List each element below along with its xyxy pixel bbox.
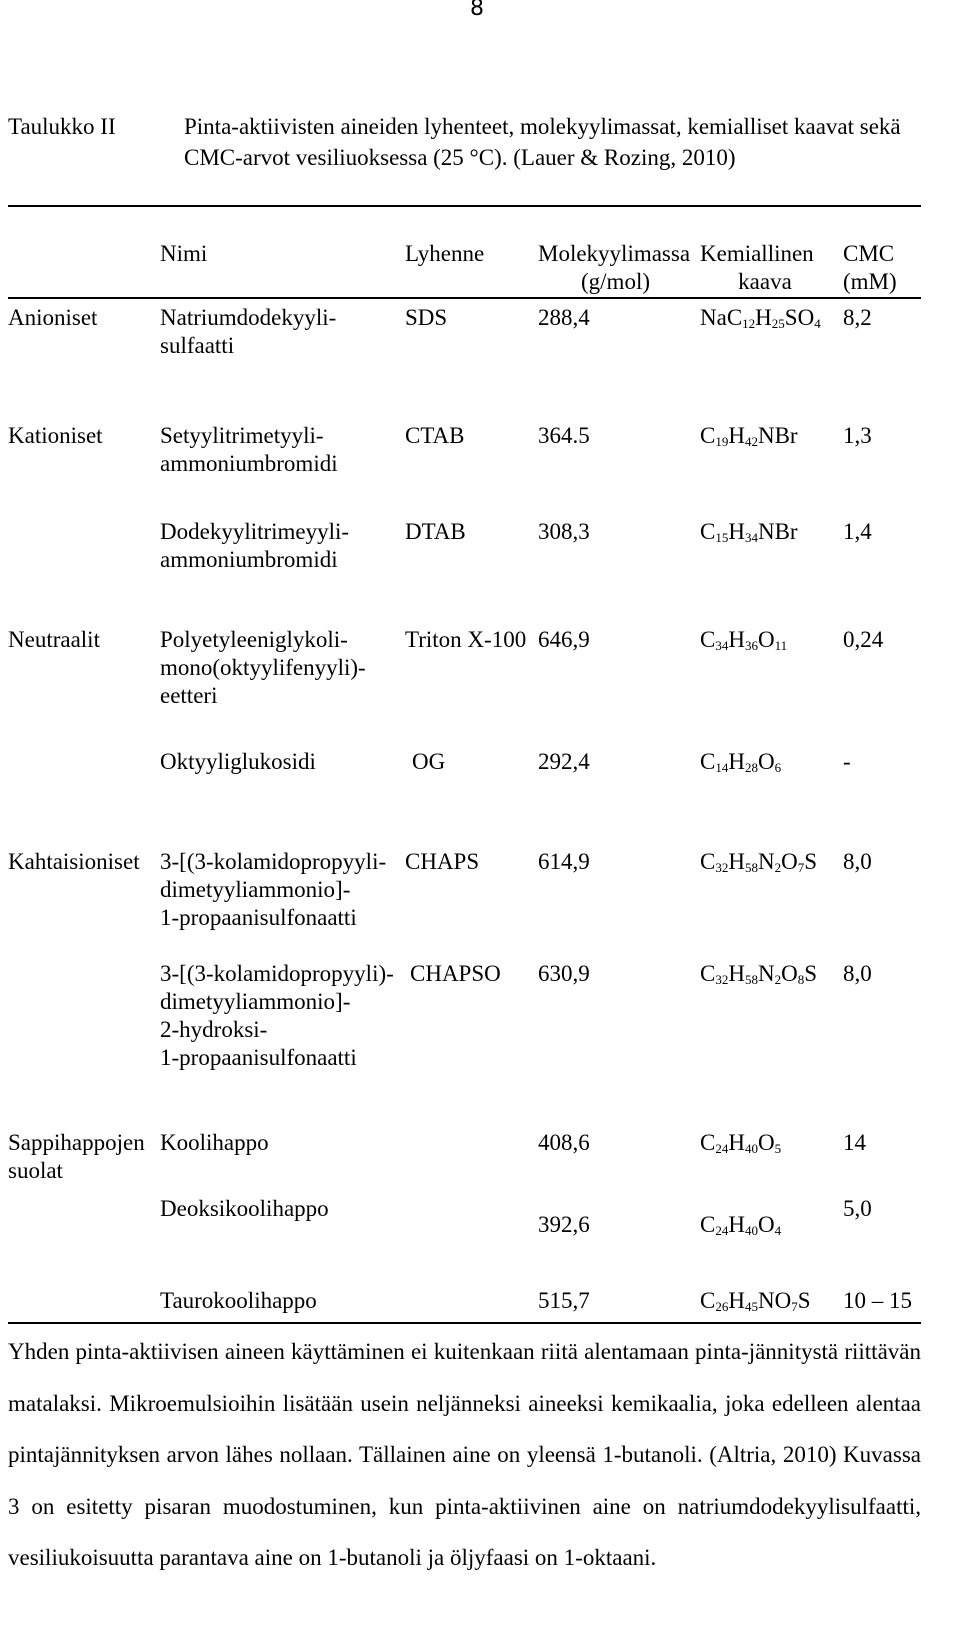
- row-cmc: 14: [843, 1130, 866, 1155]
- row-name: Dodekyylitrimeyyli-: [160, 519, 350, 544]
- body-paragraph: Yhden pinta-aktiivisen aineen käyttäminen ei kuitenkaan riitä alentamaan pinta-jännitystä riittävän matalaksi. Mikroemulsioihin lisätään usein neljänneksi aineeksi kemikaalia, joka edelleen alentaa pintajännityksen arvon lähes nollaan. Tällainen aine on yleensä 1-butanoli. (Altria, 2010) Kuvassa 3 on esitetty pisaran muodostuminen, kun pinta-aktiivinen aine on natriumdodekyylisulfaatti, vesiliukoisuutta parantava aine on 1-butanoli ja öljyfaasi on 1-oktaani.: [8, 1339, 921, 1570]
- row-name: Deoksikoolihappo: [160, 1196, 329, 1221]
- row-mass: 630,9: [538, 961, 590, 986]
- header-abbreviation: Lyhenne: [405, 241, 485, 266]
- group-bile-salts: Sappihappojen: [8, 1130, 145, 1155]
- row-cmc: 8,0: [843, 849, 872, 874]
- group-zwitterionic: Kahtaisioniset: [8, 849, 140, 874]
- row-name-line4: 1-propaanisulfonaatti: [160, 1045, 357, 1070]
- row-formula: $C_{26}H_{45}NO_7S$: [700, 1288, 811, 1314]
- row-mass: 646,9: [538, 627, 590, 652]
- row-cmc: 8,0: [843, 961, 872, 986]
- row-formula: $NaC_{12}H_{25}SO_4$: [700, 305, 821, 331]
- row-mass: 364.5: [538, 423, 590, 448]
- table-header-rule: [8, 297, 921, 299]
- row-name-line2: dimetyyliammonio]-: [160, 877, 351, 902]
- page-number: 8: [470, 0, 484, 21]
- row-abbreviation: CTAB: [405, 423, 465, 448]
- row-name: 3-[(3-kolamidopropyyli-: [160, 849, 387, 874]
- table-bottom-rule: [8, 1322, 921, 1324]
- table-top-rule: [8, 205, 921, 207]
- row-name: Polyetyleeniglykoli-: [160, 627, 348, 652]
- row-name-line3: 2-hydroksi-: [160, 1017, 268, 1042]
- row-formula: $C_{32}H_{58}N_2O_7S$: [700, 849, 818, 875]
- row-abbreviation: CHAPS: [405, 849, 480, 874]
- row-formula: $C_{24}H_{40}O_4$: [700, 1212, 782, 1238]
- row-mass: 288,4: [538, 305, 590, 330]
- row-mass: 515,7: [538, 1288, 590, 1313]
- row-name-line2: sulfaatti: [160, 333, 235, 358]
- row-name-line2: ammoniumbromidi: [160, 451, 338, 476]
- row-mass: 292,4: [538, 749, 590, 774]
- row-mass: 614,9: [538, 849, 590, 874]
- row-name: Taurokoolihappo: [160, 1288, 317, 1313]
- table-caption: Pinta-aktiivisten aineiden lyhenteet, molekyylimassat, kemialliset kaavat sekä CMC-arvot vesiliuoksessa (25 °C). (Lauer & Rozing, 2010): [184, 114, 901, 170]
- row-cmc: 5,0: [843, 1196, 872, 1221]
- header-formula-line2: kaava: [738, 269, 792, 294]
- row-abbreviation: CHAPSO: [410, 961, 501, 986]
- row-formula: $C_{24}H_{40}O_5$: [700, 1130, 782, 1156]
- row-name-line3: eetteri: [160, 683, 218, 708]
- row-mass: 408,6: [538, 1130, 590, 1155]
- row-name-line2: dimetyyliammonio]-: [160, 989, 351, 1014]
- row-cmc: 0,24: [843, 627, 884, 652]
- header-cmc-unit: (mM): [843, 269, 897, 294]
- row-abbreviation: OG: [412, 749, 446, 774]
- row-name: Natriumdodekyyli-: [160, 305, 337, 330]
- row-formula: $C_{14}H_{28}O_6$: [700, 749, 782, 775]
- group-cationic: Kationiset: [8, 423, 103, 448]
- row-name: Setyylitrimetyyli-: [160, 423, 324, 448]
- header-formula: Kemiallinen: [700, 241, 814, 266]
- row-name-line2: mono(oktyylifenyyli)-: [160, 655, 366, 680]
- row-name: Oktyyliglukosidi: [160, 749, 316, 774]
- row-name-line2: ammoniumbromidi: [160, 547, 338, 572]
- row-name: Koolihappo: [160, 1130, 269, 1155]
- row-abbreviation: SDS: [405, 305, 448, 330]
- header-cmc: CMC: [843, 241, 895, 266]
- row-name: 3-[(3-kolamidopropyyli)-: [160, 961, 394, 986]
- group-neutral: Neutraalit: [8, 627, 100, 652]
- row-cmc: -: [843, 749, 851, 774]
- row-formula: $C_{19}H_{42}NBr$: [700, 423, 798, 449]
- row-name-line3: 1-propaanisulfonaatti: [160, 905, 357, 930]
- row-abbreviation: Triton X-100: [405, 627, 527, 652]
- row-formula: $C_{32}H_{58}N_2O_8S$: [700, 961, 818, 987]
- header-mass-unit: (g/mol): [581, 269, 650, 294]
- group-bile-salts-line2: suolat: [8, 1158, 63, 1183]
- row-cmc: 10 – 15: [843, 1288, 912, 1313]
- row-formula: $C_{34}H_{36}O_{11}$: [700, 627, 788, 653]
- group-anionic: Anioniset: [8, 305, 98, 330]
- row-mass: 392,6: [538, 1212, 590, 1237]
- row-cmc: 1,4: [843, 519, 872, 544]
- row-cmc: 8,2: [843, 305, 872, 330]
- row-cmc: 1,3: [843, 423, 872, 448]
- row-mass: 308,3: [538, 519, 590, 544]
- table-label: Taulukko II: [8, 114, 116, 139]
- row-formula: $C_{15}H_{34}NBr$: [700, 519, 798, 545]
- row-abbreviation: DTAB: [405, 519, 466, 544]
- header-mass: Molekyylimassa: [538, 241, 691, 266]
- header-name: Nimi: [160, 241, 208, 266]
